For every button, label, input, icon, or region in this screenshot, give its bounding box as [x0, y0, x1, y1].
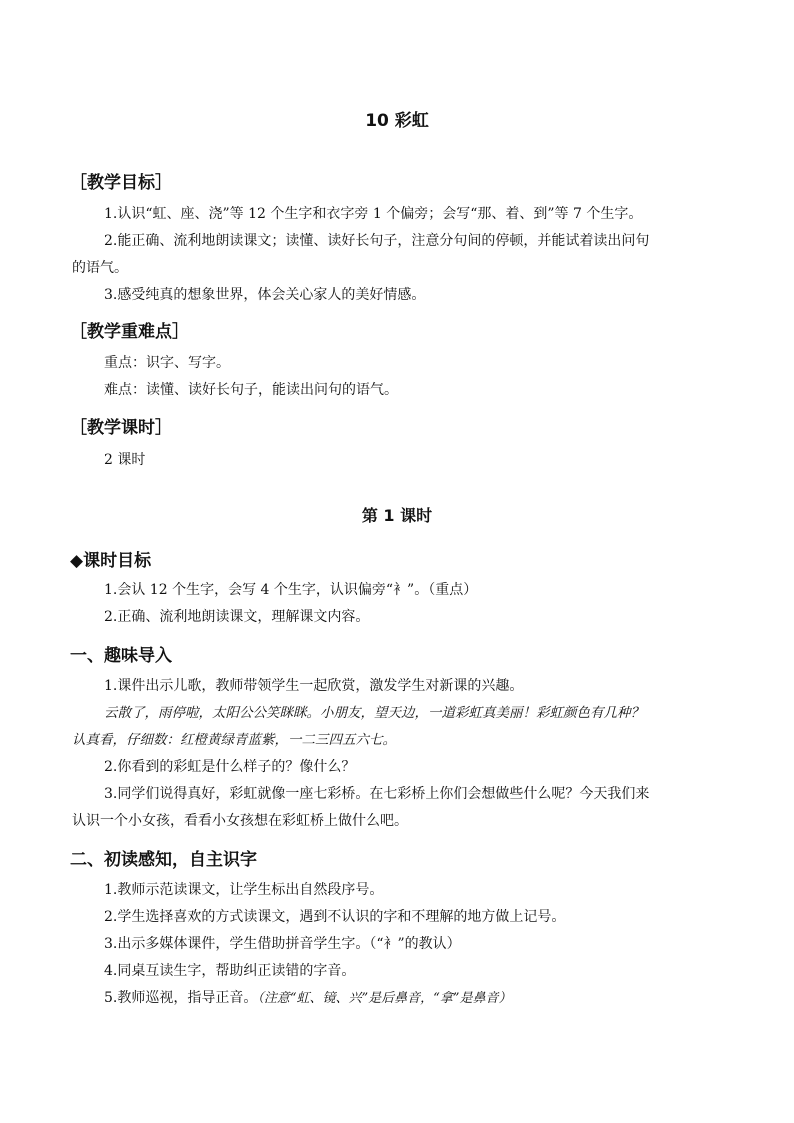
goal-item-2-cont: 的语气。 — [72, 260, 128, 276]
periods-heading: ［教学课时］ — [70, 418, 172, 438]
section2-item-3: 3.出示多媒体课件，学生借助拼音学生字。（“衤”的教认） — [104, 936, 461, 952]
section2-item-5-main: 5.教师巡视，指导正音。 — [104, 990, 258, 1006]
section2-item-4: 4.同桌互读生字，帮助纠正读错的字音。 — [104, 963, 356, 979]
lesson1-goal-2: 2.正确、流利地朗读课文，理解课文内容。 — [104, 609, 370, 625]
section2-item-5-note: （注意“虹、镜、兴”是后鼻音，“拿”是鼻音） — [257, 991, 512, 1006]
section2-item-2: 2.学生选择喜欢的方式读课文，遇到不认识的字和不理解的地方做上记号。 — [104, 909, 566, 925]
difficult-point: 难点：读懂、读好长句子，能读出问句的语气。 — [104, 382, 398, 398]
poem-line-1: 云散了，雨停啦，太阳公公笑眯眯。小朋友，望天边，一道彩虹真美丽！彩虹颜色有几种？ — [104, 705, 644, 721]
poem-line-2: 认真看，仔细数：红橙黄绿青蓝紫，一二三四五六七。 — [72, 732, 396, 748]
lesson1-goal-heading: ◆课时目标 — [70, 551, 152, 571]
section2-item-1: 1.教师示范读课文，让学生标出自然段序号。 — [104, 882, 384, 898]
section2-heading: 二、初读感知，自主识字 — [70, 850, 257, 870]
section1-line-1: 1.课件出示儿歌，教师带领学生一起欣赏，激发学生对新课的兴趣。 — [104, 678, 524, 694]
key-point: 重点：识字、写字。 — [104, 355, 230, 371]
goal-item-2: 2.能正确、流利地朗读课文；读懂、读好长句子，注意分句间的停顿，并能试着读出问句 — [104, 233, 650, 249]
section1-line-2: 2.你看到的彩虹是什么样子的？像什么？ — [104, 759, 356, 775]
lesson1-goal-1: 1.会认 12 个生字，会写 4 个生字，认识偏旁“衤”。（重点） — [104, 582, 478, 598]
lesson-title: 10 彩虹 — [365, 111, 429, 131]
section2-item-5 — [104, 988, 511, 1009]
goal-item-1: 1.认识“虹、座、浇”等 12 个生字和衣字旁 1 个偏旁；会写“那、着、到”等 7 个生字。 — [104, 206, 643, 222]
key-points-heading: ［教学重难点］ — [70, 322, 189, 342]
section1-line-3-cont: 认识一个小女孩，看看小女孩想在彩虹桥上做什么吧。 — [72, 813, 408, 829]
goal-item-3: 3.感受纯真的想象世界，体会关心家人的美好情感。 — [104, 287, 426, 303]
periods-value: 2 课时 — [104, 452, 146, 468]
section1-heading: 一、趣味导入 — [70, 646, 172, 666]
section1-line-3: 3.同学们说得真好，彩虹就像一座七彩桥。在七彩桥上你们会想做些什么呢？今天我们来 — [104, 786, 650, 802]
teaching-goals-heading: ［教学目标］ — [70, 173, 172, 193]
lesson1-title: 第 1 课时 — [361, 506, 433, 525]
